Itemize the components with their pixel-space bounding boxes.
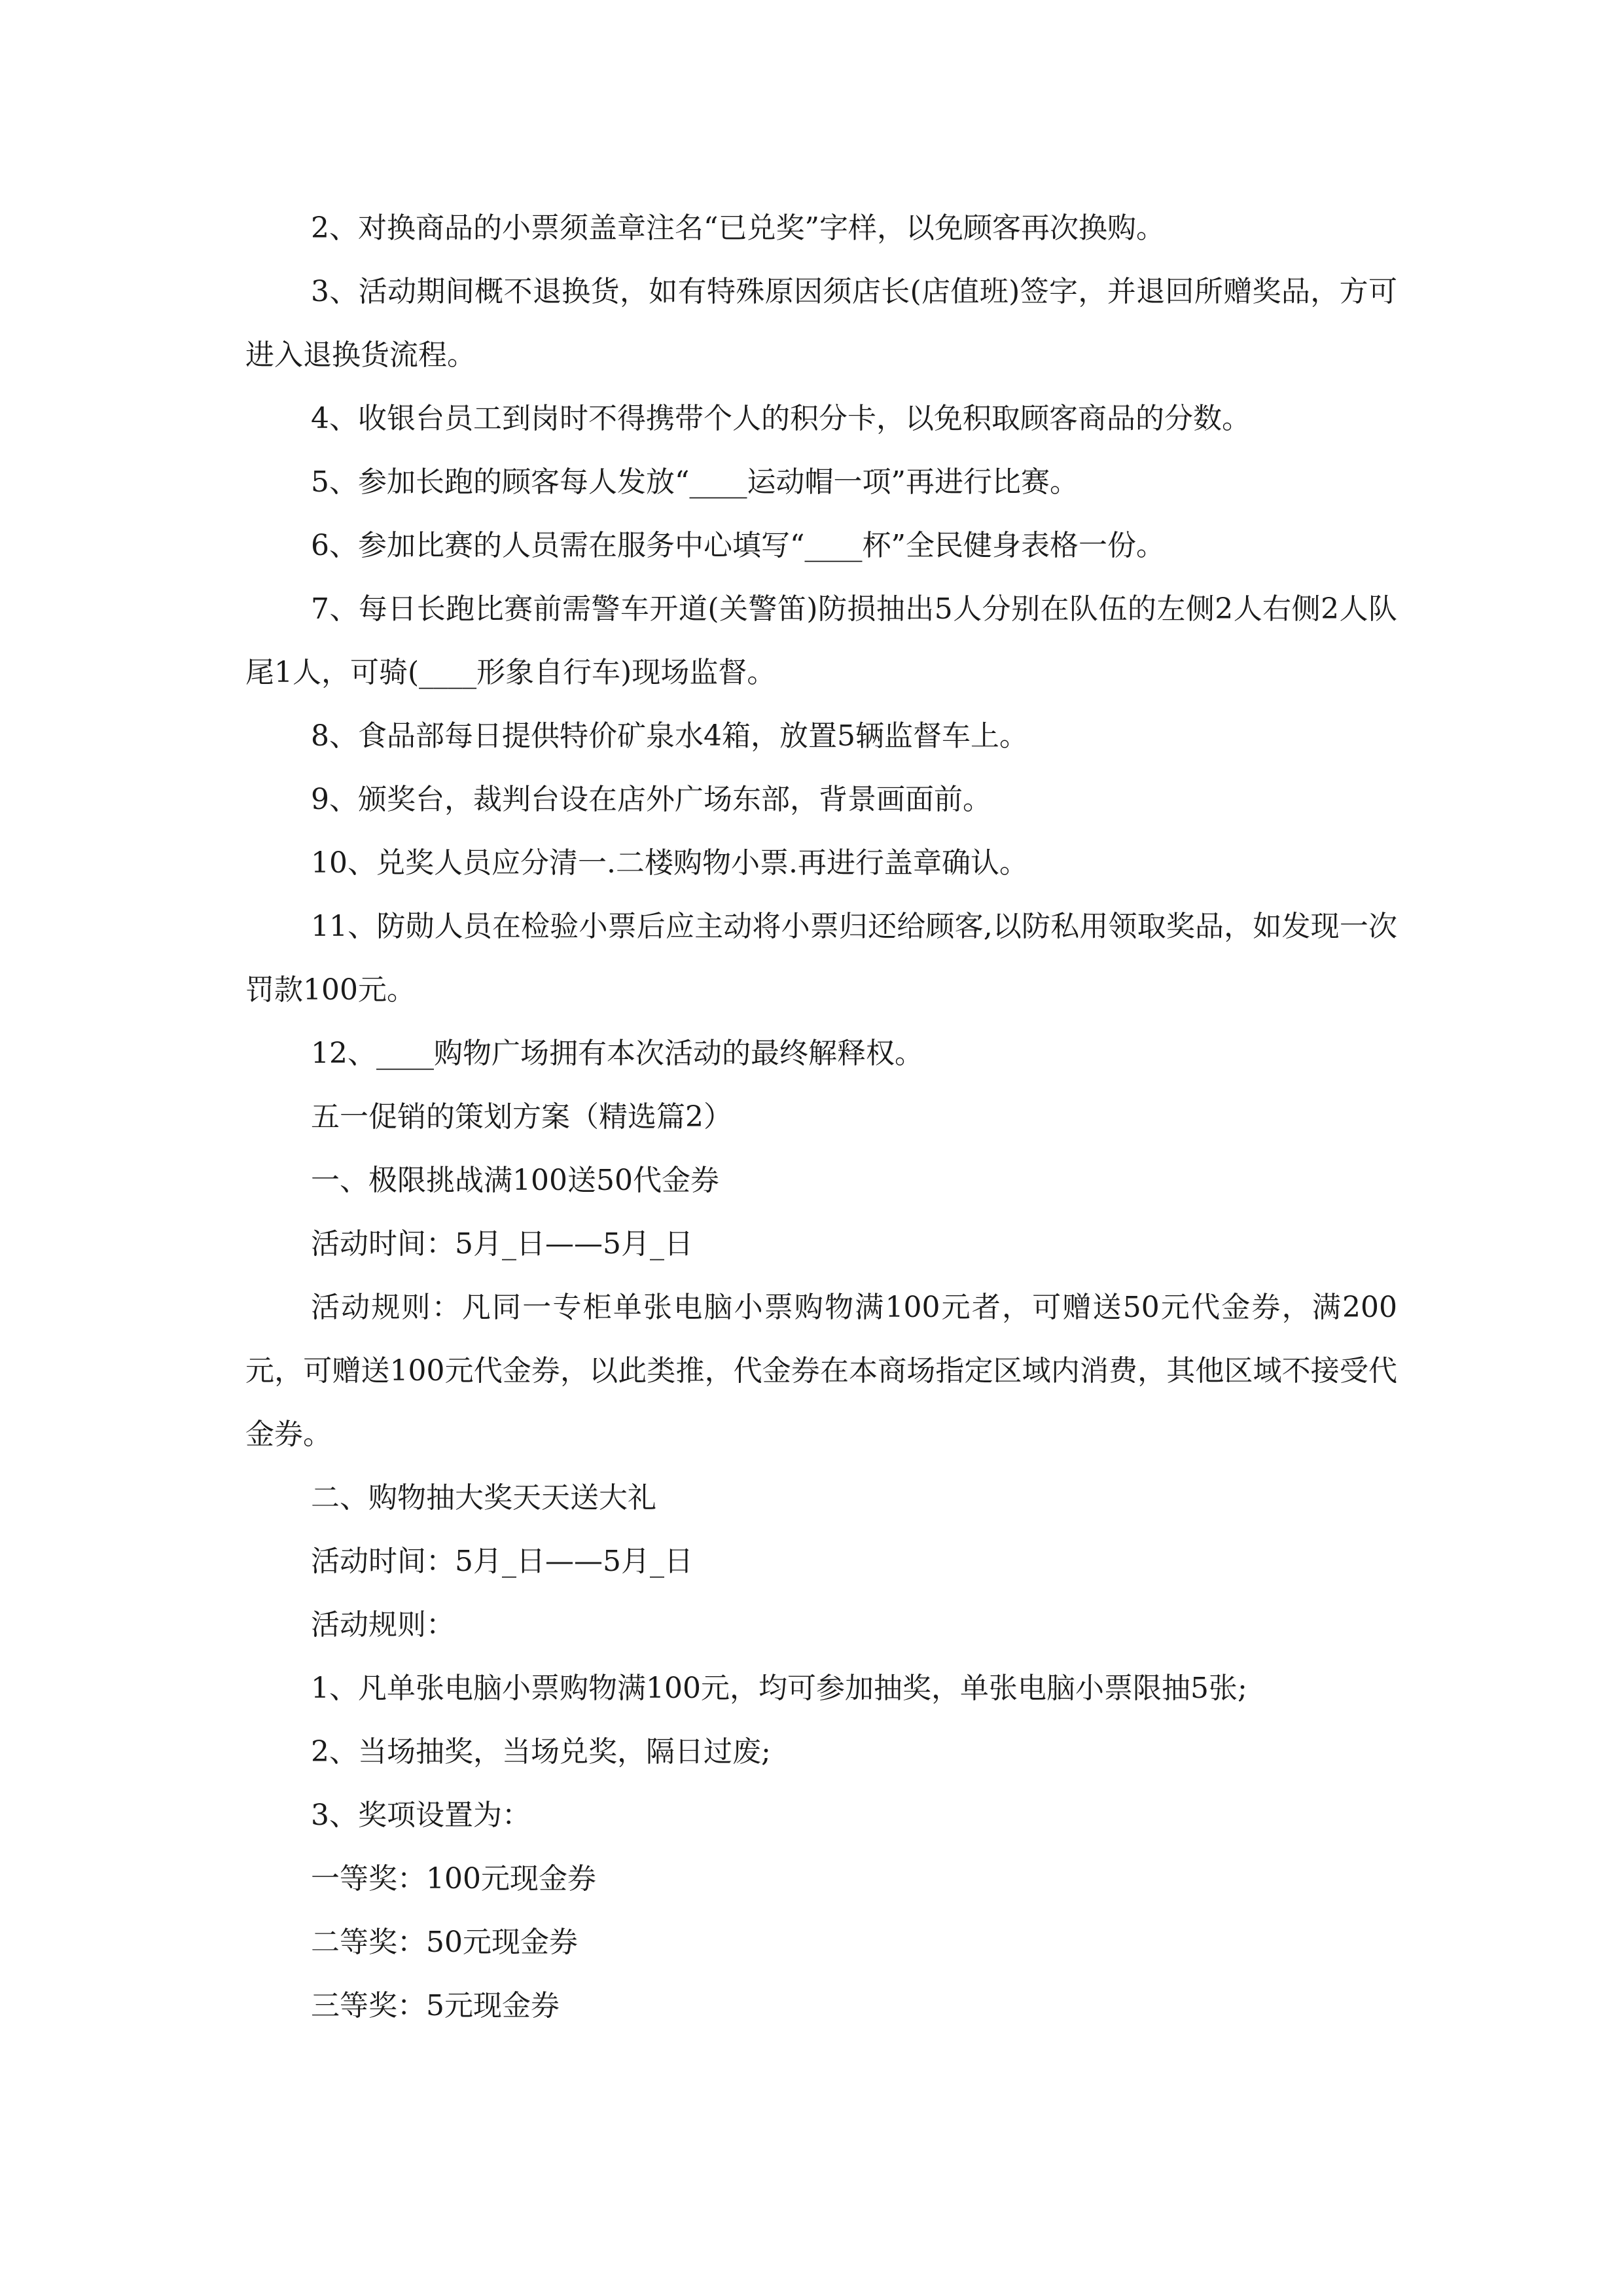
paragraph-rule-12: 12、____购物广场拥有本次活动的最终解释权。: [311, 1037, 923, 1070]
document-body: [245, 196, 1397, 2037]
prize-second: 二等奖：50元现金券: [311, 1926, 578, 1959]
activity-2-time: 活动时间：5月_日——5月_日: [311, 1545, 693, 1578]
paragraph-rule-3: 3、活动期间概不退换货，如有特殊原因须店长(店值班)签字，并退回所赠奖品，方可进入退换货流程。: [245, 275, 1397, 372]
activity-2-rule-3: 3、奖项设置为：: [311, 1799, 531, 1832]
paragraph-rule-11: 11、防勋人员在检验小票后应主动将小票归还给顾客,以防私用领取奖品，如发现一次罚款100元。: [245, 910, 1397, 1007]
paragraph-rule-2: 2、对换商品的小票须盖章注名“已兑奖”字样，以免顾客再次换购。: [311, 211, 1165, 245]
paragraph-rule-9: 9、颁奖台，裁判台设在店外广场东部，背景画面前。: [311, 783, 991, 816]
paragraph-rule-7: 7、每日长跑比赛前需警车开道(关警笛)防损抽出5人分别在队伍的左侧2人右侧2人队尾1人，可骑(____形象自行车)现场监督。: [245, 592, 1397, 689]
paragraph-rule-5: 5、参加长跑的顾客每人发放“____运动帽一项”再进行比赛。: [311, 465, 1079, 499]
section-heading: 五一促销的策划方案（精选篇2）: [311, 1100, 732, 1134]
activity-2-title: 二、购物抽大奖天天送大礼: [311, 1481, 656, 1515]
activity-1-rules: 活动规则：凡同一专柜单张电脑小票购物满100元者，可赠送50元代金券，满200元，可赠送100元代金券，以此类推，代金券在本商场指定区域内消费，其他区域不接受代金券。: [245, 1291, 1397, 1451]
activity-1-title: 一、极限挑战满100送50代金券: [311, 1164, 719, 1197]
activity-2-rules-label: 活动规则：: [311, 1608, 455, 1641]
paragraph-rule-8: 8、食品部每日提供特价矿泉水4箱，放置5辆监督车上。: [311, 719, 1028, 753]
activity-2-rule-1: 1、凡单张电脑小票购物满100元，均可参加抽奖，单张电脑小票限抽5张;: [311, 1672, 1247, 1705]
prize-third: 三等奖：5元现金券: [311, 1989, 560, 2022]
activity-2-rule-2: 2、当场抽奖，当场兑奖，隔日过废;: [311, 1735, 771, 1768]
prize-first: 一等奖：100元现金券: [311, 1862, 596, 1895]
paragraph-rule-4: 4、收银台员工到岗时不得携带个人的积分卡，以免积取顾客商品的分数。: [311, 402, 1251, 435]
activity-1-time: 活动时间：5月_日——5月_日: [311, 1227, 693, 1261]
paragraph-rule-10: 10、兑奖人员应分清一.二楼购物小票.再进行盖章确认。: [311, 846, 1028, 880]
paragraph-rule-6: 6、参加比赛的人员需在服务中心填写“____杯”全民健身表格一份。: [311, 529, 1165, 562]
